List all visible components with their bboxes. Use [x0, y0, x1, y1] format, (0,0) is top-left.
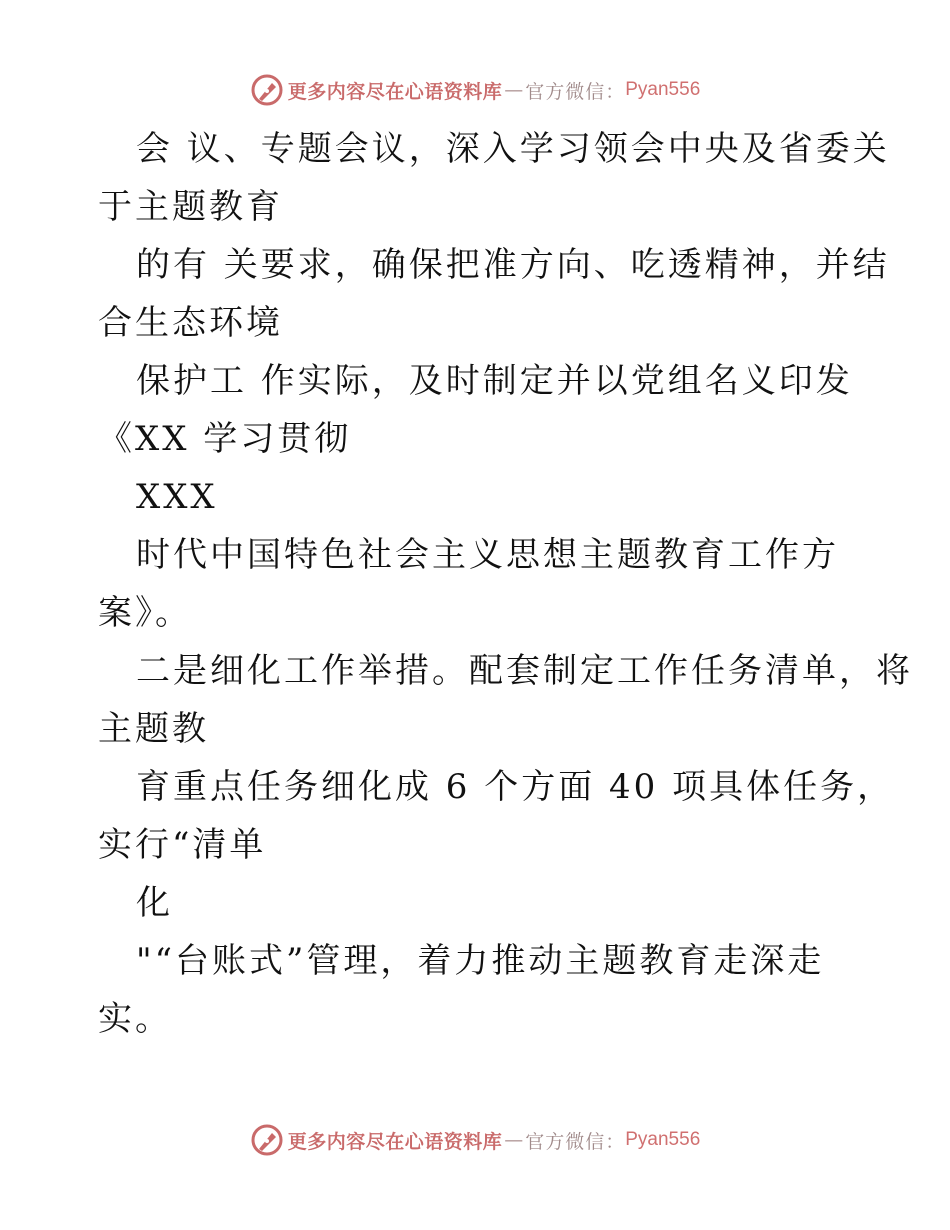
text-line: 二是细化工作举措。配套制定工作任务清单，将: [136, 651, 913, 691]
text-line: XXX: [136, 477, 218, 517]
watermark-id: Pyan556: [625, 1129, 701, 1150]
footer-watermark: [0, 1120, 950, 1160]
watermark-main-text: 更多内容尽在心语资料库: [287, 1130, 503, 1153]
text-line: 实行“清单: [98, 825, 267, 865]
header-watermark: [0, 70, 950, 110]
text-line: 主题教: [98, 709, 209, 749]
text-line: 《XX 学习贯彻: [98, 419, 352, 459]
text-line: 于主题教育: [98, 187, 283, 227]
pen-nib-logo-icon: [250, 1123, 284, 1157]
watermark-main-text: 更多内容尽在心语资料库: [287, 80, 503, 103]
watermark-separator: —: [504, 79, 524, 101]
watermark-id: Pyan556: [625, 79, 701, 100]
watermark-separator: —: [504, 1129, 524, 1151]
text-line: 实。: [98, 999, 172, 1039]
text-line: 化: [136, 883, 173, 923]
text-line: 的有 关要求，确保把准方向、吃透精神，并结: [136, 245, 890, 285]
pen-nib-logo-icon: [250, 73, 284, 107]
text-line: 会 议、专题会议，深入学习领会中央及省委关: [136, 129, 890, 169]
text-line: 时代中国特色社会主义思想主题教育工作方: [136, 535, 839, 575]
text-line: 案》。: [98, 593, 192, 633]
text-line: 合生态环境: [98, 303, 283, 343]
text-line: 保护工 作实际，及时制定并以党组名义印发: [136, 361, 853, 401]
text-line: "“台账式”管理，着力推动主题教育走深走: [136, 941, 825, 981]
watermark-label: 官方微信：: [525, 1130, 626, 1153]
text-line: 育重点任务细化成 6 个方面 40 项具体任务，: [136, 767, 895, 807]
document-body: [98, 120, 913, 1048]
watermark-label: 官方微信：: [525, 80, 626, 103]
